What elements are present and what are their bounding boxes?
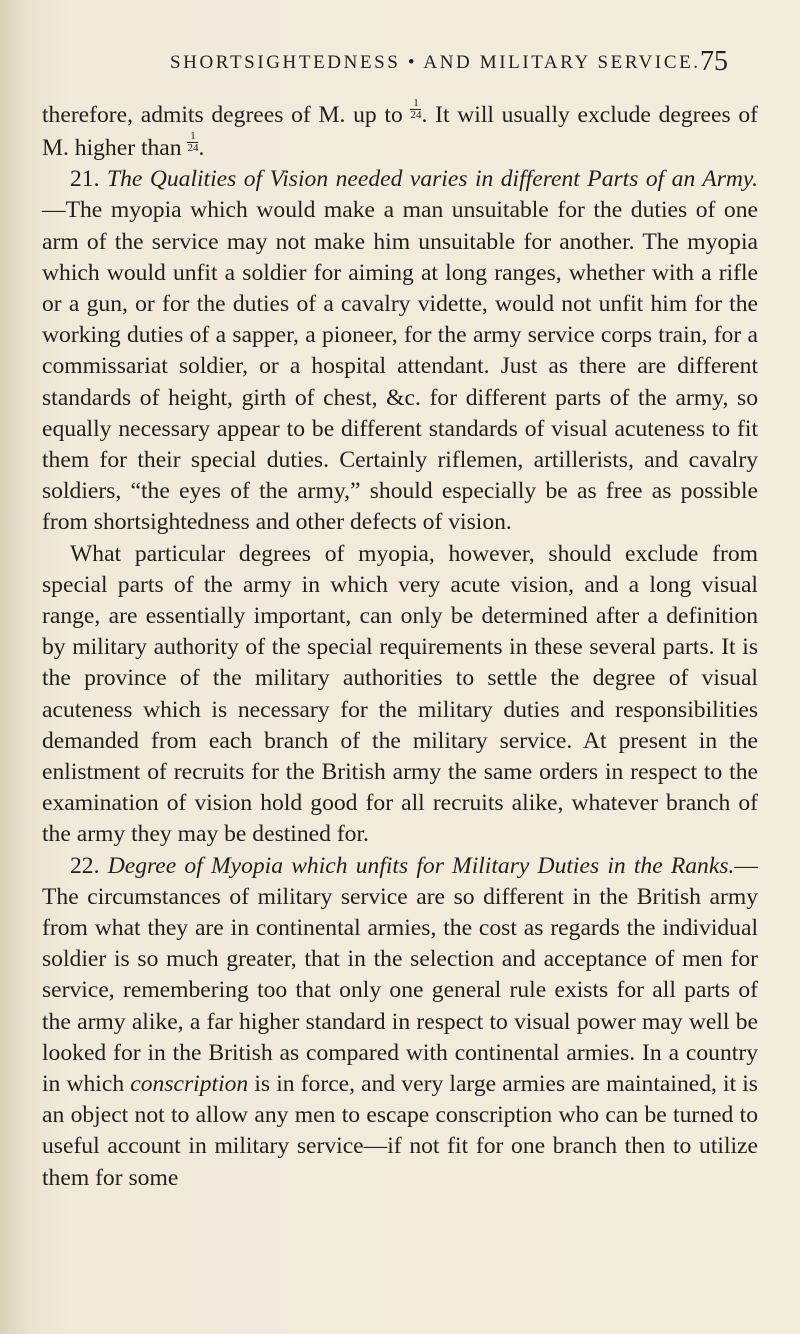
section-number: 22. <box>70 852 100 879</box>
page-number: 75 <box>700 46 728 77</box>
paragraph <box>42 539 758 851</box>
fraction-numerator: 1 <box>410 98 421 110</box>
fraction-denominator: 24 <box>187 142 199 155</box>
fraction <box>410 98 421 121</box>
paragraph-text: . It will usually exclude degrees of M. higher than <box>42 101 759 161</box>
fraction-denominator: 24 <box>410 109 422 121</box>
paragraph-text: therefore, admits degrees of M. up to <box>42 101 411 128</box>
section-title: The Qualities of Vision needed varies in different Parts of an Army. <box>106 166 758 193</box>
running-head: SHORTSIGHTEDNESS • AND MILITARY SERVICE. <box>170 52 701 73</box>
paragraph-text: —The myopia which would make a man unsuitable for the duties of one arm of the service may not make him unsuitable for another. The myopia which would unfit a soldier for aiming at long ranges, whether with a rifle or a gun, or for the duties of a cavalry vidette, would not unfit him for the working duties of a sapper, a pioneer, for the army service corps train, for a commissariat soldier, or a hospital attendant. Just as there are different standards of height, girth of chest, &c. for different parts of the army, so equally necessary appear to be different standards of visual acuteness to fit them for their special duties. Certainly riflemen, artillerists, and cavalry soldiers, “the eyes of the army,” should especially be as free as possible from shortsightedness and other defects of vision. <box>42 197 758 536</box>
section-number: 21. <box>70 166 100 193</box>
paragraph-text: . <box>198 134 205 161</box>
section-title: Degree of Myopia which unfits for Military Duties in the Ranks. <box>107 852 735 879</box>
paragraph-text: What particular degrees of myopia, however, should exclude from special parts of the army in which very acute vision, and a long visual range, are essentially important, can only be determined after a definition by military authority of the special requirements in these several parts. It is the province of the military authorities to settle the degree of visual acuteness which is necessary for the military duties and responsibilities demanded from each branch of the military service. At present in the enlistment of recruits for the British army the same orders in respect to the examination of vision hold good for all recruits alike, whatever branch of the army they may be destined for. <box>42 540 758 848</box>
fraction <box>187 131 198 154</box>
body-text <box>42 98 758 1194</box>
section-21 <box>42 164 758 538</box>
paragraph-text: —The circumstances of military service are so different in the British army from what they are in continental armies, the cost as regards the individual soldier is so much greater, that in the selection and acceptance of men for service, remembering too that only one general rule exists for all parts of the army alike, a far higher standard in respect to visual power may well be looked for in the British as compared with continental armies. In a country in which <box>42 852 758 1097</box>
fraction-numerator: 1 <box>187 131 198 143</box>
page-header <box>170 46 728 76</box>
paragraph-text: is in force, and very large armies are maintained, it is an object not to allow any men to escape conscription who can be turned to useful account in military service—if not fit for one branch then to utilize them for some <box>42 1070 758 1191</box>
emphasized-term: conscription <box>130 1070 249 1097</box>
paragraph-continuation <box>42 98 758 164</box>
section-22 <box>42 851 758 1194</box>
